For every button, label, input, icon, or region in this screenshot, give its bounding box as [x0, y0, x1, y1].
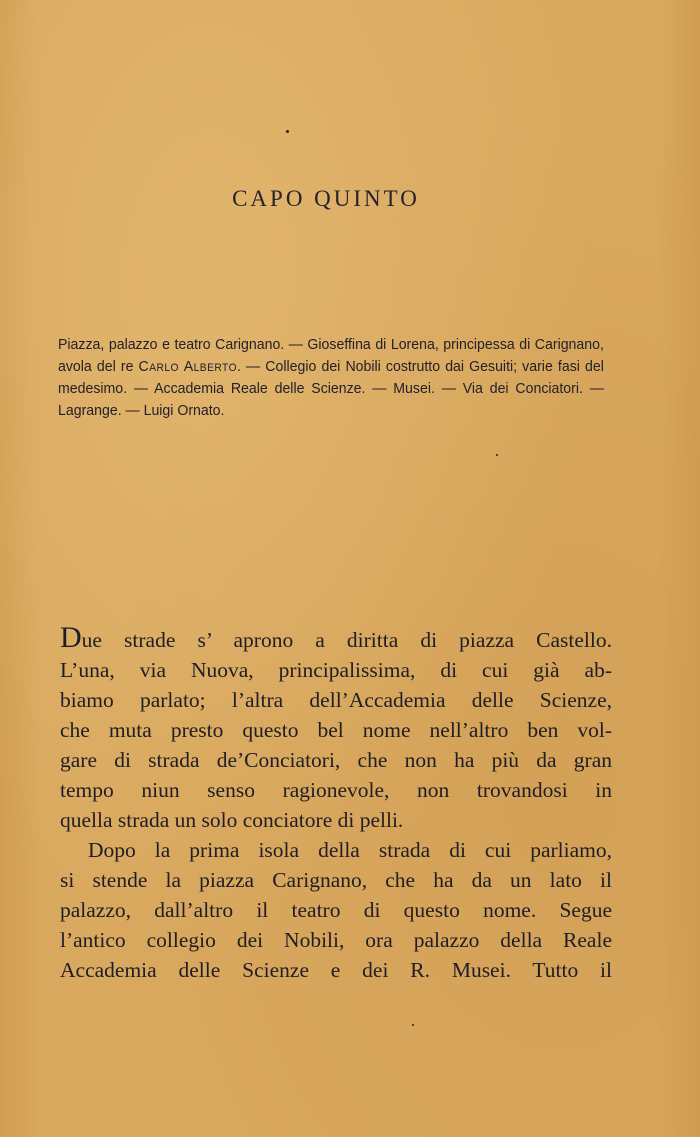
- drop-cap: D: [60, 621, 82, 654]
- text-line-content: ue strade s’ aprono a diritta di piazza Castello.: [81, 628, 612, 652]
- body-text: [60, 621, 612, 985]
- summary-text-part1: Piazza, palazzo e teatro Carignano. — Gioseffina di Lorena, principessa di Carignano, avola del re: [58, 336, 604, 375]
- text-line: l’antico collegio dei Nobili, ora palazzo della Reale: [60, 928, 612, 952]
- text-line: quella strada un solo conciatore di pelli.: [60, 808, 404, 832]
- chapter-summary: [58, 334, 604, 422]
- text-line: Dopo la prima isola della strada di cui parliamo,: [88, 838, 612, 862]
- text-line: palazzo, dall’altro il teatro di questo nome. Segue: [60, 898, 612, 922]
- ink-speck: [286, 130, 289, 133]
- chapter-title: CAPO QUINTO: [232, 186, 420, 211]
- text-line: si stende la piazza Carignano, che ha da un lato il: [60, 868, 612, 892]
- summary-text-part2: . — Collegio dei Nobili costrutto dai Gesuiti; varie fasi del medesimo. — Accademia Reale delle Scienze. — Musei. — Via dei Conciatori. — Lagrange. — Luigi Ornato.: [58, 358, 604, 419]
- text-line: che muta presto questo bel nome nell’altro ben vol-: [60, 718, 612, 742]
- ink-speck: [496, 454, 498, 456]
- text-line: L’una, via Nuova, principalissima, di cui già ab-: [60, 658, 612, 682]
- summary-king-name: Carlo Alberto: [138, 358, 237, 375]
- text-line: Accademia delle Scienze e dei R. Musei. Tutto il: [60, 958, 612, 982]
- text-line: tempo niun senso ragionevole, non trovandosi in: [60, 778, 612, 802]
- text-line: gare di strada de’Conciatori, che non ha più da gran: [60, 748, 612, 772]
- ink-speck: [412, 1024, 414, 1026]
- text-line: biamo parlato; l’altra dell’Accademia delle Scienze,: [60, 688, 612, 712]
- text-line: [60, 621, 612, 655]
- paragraph-2: [60, 835, 612, 985]
- paragraph-1: [60, 621, 612, 835]
